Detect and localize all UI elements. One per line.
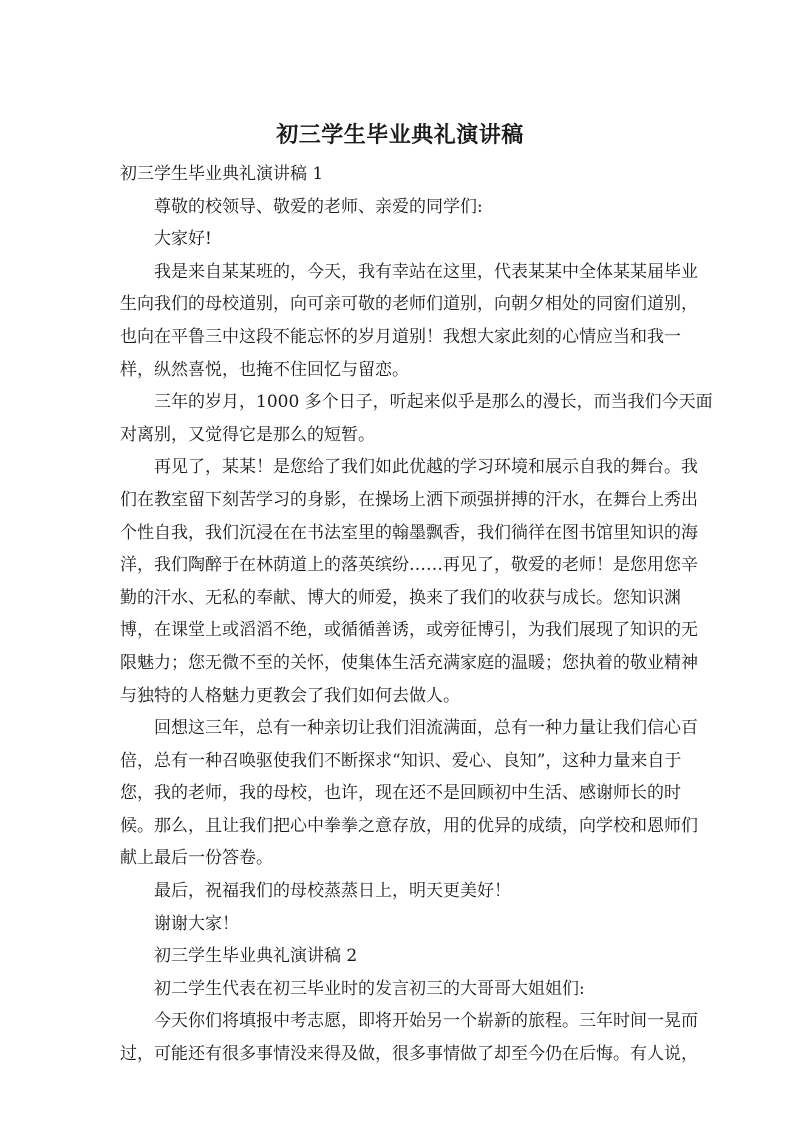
- paragraph-3: [120, 451, 698, 712]
- paragraph-line: 过，可能还有很多事情没来得及做，很多事情做了却至今仍在后悔。有人说，: [120, 1044, 698, 1065]
- paragraph-line: 今天你们将填报中考志愿，即将开始另一个崭新的旅程。三年时间一晃而: [154, 1011, 698, 1032]
- paragraph-line: 三年的岁月，1000 多个日子，听起来似乎是那么的漫长，而当我们今天面: [154, 392, 713, 413]
- document-title: 初三学生毕业典礼演讲稿: [276, 123, 524, 148]
- paragraph-line: 洋，我们陶醉于在林荫道上的落英缤纷……再见了，敬爱的老师！是您用您辛: [120, 555, 698, 576]
- paragraph-line: 们在教室留下刻苦学习的身影，在操场上洒下顽强拼搏的汗水，在舞台上秀出: [120, 489, 698, 510]
- section-heading-2: 初三学生毕业典礼演讲稿 2: [154, 946, 358, 967]
- paragraph-line: 与独特的人格魅力更教会了我们如何去做人。: [120, 685, 460, 706]
- paragraph-5: [120, 1005, 698, 1070]
- paragraph-line: 生向我们的母校道别，向可亲可敬的老师们道别，向朝夕相处的同窗们道别，: [120, 294, 698, 315]
- paragraph-line: 献上最后一份答卷。: [120, 848, 273, 869]
- paragraph-line: 对离别，又觉得它是那么的短暂。: [120, 424, 375, 445]
- paragraph-line: 回想这三年，总有一种亲切让我们泪流满面，总有一种力量让我们信心百: [154, 718, 698, 739]
- paragraph-line: 也向在平鲁三中这段不能忘怀的岁月道别！我想大家此刻的心情应当和我一: [120, 326, 681, 347]
- paragraph-line: 个性自我，我们沉浸在在书法室里的翰墨飘香，我们徜徉在图书馆里知识的海: [120, 522, 698, 543]
- hello-line: 大家好!: [154, 229, 212, 250]
- paragraph-line: 样，纵然喜悦，也掩不住回忆与留恋。: [120, 359, 409, 380]
- paragraph-line: 勤的汗水、无私的奉献、博大的师爱，换来了我们的收获与成长。您知识渊: [120, 587, 681, 608]
- paragraph-1: [120, 256, 698, 386]
- thanks-line: 谢谢大家！: [154, 913, 239, 934]
- document-body: [120, 158, 713, 1071]
- paragraph-line: 倍，总有一种召唤驱使我们不断探求“知识、爱心、良知”，这种力量来自于: [120, 750, 682, 771]
- paragraph-line: 您，我的老师，我的母校，也许，现在还不是回顾初中生活、感谢师长的时: [120, 783, 681, 804]
- paragraph-line: 我是来自某某班的，今天，我有幸站在这里，代表某某中全体某某届毕业: [154, 261, 698, 282]
- paragraph-line: 限魅力；您无微不至的关怀，使集体生活充满家庭的温暖；您执着的敬业精神: [120, 652, 698, 673]
- paragraph-4: [120, 712, 698, 875]
- paragraph-line: 候。那么，且让我们把心中拳拳之意存放，用的优异的成绩，向学校和恩师们: [120, 815, 698, 836]
- paragraph-line: 再见了，某某！是您给了我们如此优越的学习环境和展示自我的舞台。我: [154, 457, 698, 478]
- paragraph-2: [120, 386, 713, 451]
- intro-line: 初二学生代表在初三毕业时的发言初三的大哥哥大姐姐们:: [154, 978, 585, 999]
- section-heading-1: 初三学生毕业典礼演讲稿 1: [120, 164, 324, 184]
- blessing-line: 最后，祝福我们的母校蒸蒸日上，明天更美好！: [154, 881, 511, 902]
- paragraph-line: 博，在课堂上或滔滔不绝，或循循善诱，或旁征博引，为我们展现了知识的无: [120, 620, 698, 641]
- greeting-line: 尊敬的校领导、敬爱的老师、亲爱的同学们:: [154, 196, 483, 217]
